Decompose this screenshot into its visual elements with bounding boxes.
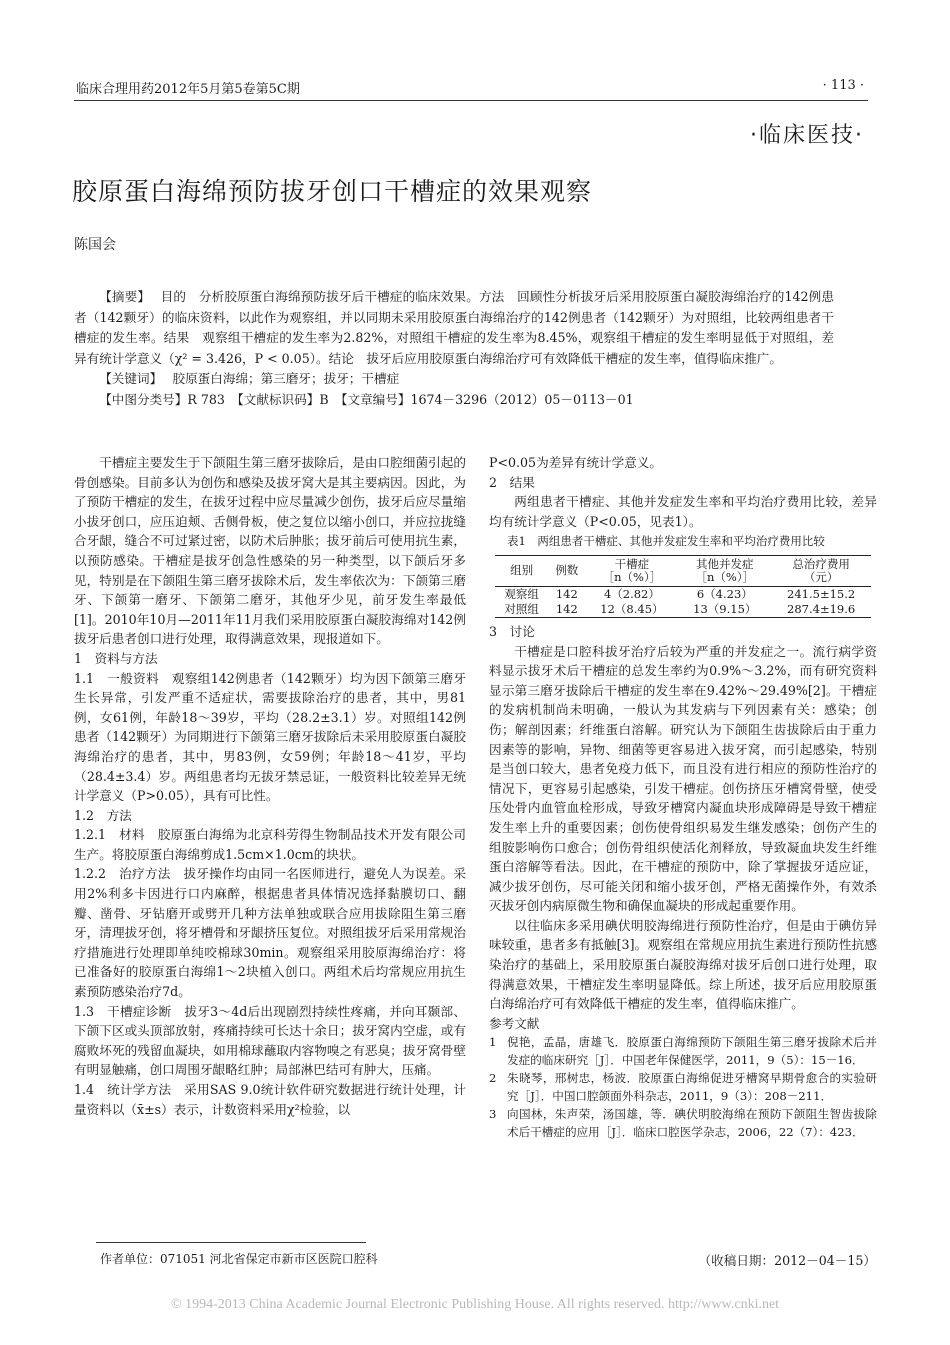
reference-item [489, 1069, 877, 1105]
table-cell: 4（2.82） [603, 586, 660, 601]
paragraph-1-3: 1.3 干槽症诊断 拔牙3～4d后出现剧烈持续性疼痛，并向耳颞部、下颌下区或头顶部放射，疼痛持续可长达十余日；拔牙窝内空虚，或有腐败坏死的残留血凝块，如用棉球蘸取内容物嗅之有恶臭；拔牙窝骨壁有明显触痛，创口周围牙龈略红肿；局部淋巴结可有肿大，压痛。 [74, 1003, 466, 1078]
reference-number: 3 [489, 1107, 497, 1122]
section-heading-2: 2 结果 [489, 474, 535, 490]
paragraph-1-1: 1.1 一般资料 观察组142例患者（142颗牙）均为因下颌第三磨牙生长异常，引发严重不适症状，需要拔除治疗的患者，其中，男81例，女61例，年龄18～39岁，平均（28.2±3.1）岁。对照组142例患者（142颗牙）为同期进行下颌第三磨牙拔除后未采用胶原蛋白凝胶海绵治疗的患者，其中，男83例，女59例；年龄18～41岁，平均（28.4±3.4）岁。两组患者均无拔牙禁忌证，一般资料比较差异无统计学意义（P>0.05），具有可比性。 [74, 670, 466, 804]
doc-label: 【文献标识码】 [237, 391, 320, 407]
table-header-cell: 总治疗费用 （元） [771, 555, 871, 586]
reference-text: 朱晓琴，邢树忠，杨波．胶原蛋白海绵促进牙槽窝早期骨愈合的实验研究［J］．中国口腔颌面外科杂志，2011，9（3）：208－211． [507, 1071, 877, 1104]
abstract [74, 287, 834, 410]
paragraph-1-4: 1.4 统计学方法 采用SAS 9.0统计软件研究数据进行统计处理，计量资料以（x̄±s）表示，计数资料采用χ²检验，以 [74, 1082, 466, 1117]
keywords-line [74, 369, 834, 390]
references-title: 参考文献 [489, 1015, 540, 1031]
paragraph-cont: P<0.05为差异有统计学意义。 [489, 455, 663, 470]
table-cell: 观察组 [504, 586, 539, 601]
received-date: （收稿日期：2012－04－15） [698, 1253, 876, 1268]
table-caption: 表1 两组患者干槽症、其他并发症发生率和平均治疗费用比较 [507, 534, 825, 549]
table-cell: 287.4±19.6 [771, 602, 871, 618]
classification-line [74, 390, 834, 411]
reference-item [489, 1105, 877, 1141]
table-row [495, 586, 871, 602]
table-cell: 6（4.23） [696, 586, 753, 601]
reference-item [489, 1033, 877, 1069]
body-right-column [489, 453, 877, 1141]
discussion-paragraph-2: 以往临床多采用碘伏明胶海绵进行预防性治疗，但是由于碘仿异味较重，患者多有抵触[3]。观察组在常规应用抗生素进行预防性抗感染治疗的基础上，采用胶原蛋白凝胶海绵对拔牙后创口进行处理，取得满意效果，干槽症发生率明显降低。综上所述，拔牙后应用胶原蛋白海绵治疗可有效降低干槽症的发生率，值得临床推广。 [489, 917, 877, 1012]
table-header-cell: 干槽症 ［n（%）］ [585, 555, 678, 586]
table-cell: 241.5±15.2 [787, 586, 856, 601]
table-cell: 13（9.15） [678, 602, 771, 618]
paragraph-1-2-2: 1.2.2 治疗方法 拔牙操作均由同一名医师进行，避免人为误差。采用2%利多卡因进行口内麻醉，根据患者具体情况选择黏膜切口、翻瓣、凿骨、牙钻磨开或劈开几种方法单独或联合应用拔除阻生第三磨牙，清理拔牙创，将牙槽骨和牙龈挤压复位。对照组拔牙后采用常规治疗措施进行处理即单纯咬棉球30min。观察组采用胶原海绵治疗：将已准备好的胶原蛋白海绵1～2块植入创口。两组术后均常规应用抗生素预防感染治疗7d。 [74, 866, 466, 1000]
reference-text: 倪艳，孟晶，唐雄飞．胶原蛋白海绵预防下颌阻生第三磨牙拔除术后并发症的临床研究［J］．中国老年保健医学，2011，9（5）：15－16． [507, 1035, 877, 1068]
author-affiliation: 作者单位：071051 河北省保定市新市区医院口腔科 [100, 1252, 378, 1266]
reference-number: 2 [489, 1071, 497, 1086]
header-rule [74, 100, 868, 101]
doc-value: B [319, 391, 329, 407]
section-heading-3: 3 讨论 [489, 623, 535, 639]
class-value: R 783 [187, 391, 225, 407]
table-row [495, 602, 871, 618]
reference-number: 1 [489, 1035, 497, 1050]
table-header-cell: 例数 [548, 555, 585, 586]
table-cell: 12（8.45） [585, 602, 678, 618]
table-header-cell: 组别 [495, 555, 548, 586]
intro-paragraph: 干槽症主要发生于下颌阻生第三磨牙拔除后，是由口腔细菌引起的骨创感染。目前多认为创伤和感染及拔牙窝大是其主要病因。因此，为了预防干槽症的发生，在拔牙过程中应尽量减少创伤，拔牙后应尽量缩小拔牙创口，应压迫颊、舌侧骨板，使之复位以缩小创口，并应拉拢缝合牙龈，缝合不可过紧过密，以防术后肿胀；拔牙前后可使用抗生素，以预防感染。干槽症是拔牙创急性感染的另一种类型，以下颌后牙多见，特别是在下颌阻生第三磨牙拔除术后，发生率依次为：下颌第三磨牙、下颌第一磨牙、下颌第二磨牙，其他牙少见，前牙发生率最低[1]。2010年10月—2011年11月我们采用胶原蛋白凝胶海绵对142例拔牙后患者创口进行处理，取得满意效果，现报道如下。 [74, 455, 466, 647]
results-paragraph: 两组患者干槽症、其他并发症发生率和平均治疗费用比较，差异均有统计学意义（P<0.05，见表1）。 [489, 494, 877, 529]
art-value: 1674－3296（2012）05－0113－01 [410, 391, 634, 407]
page-number: · 113 · [822, 78, 864, 93]
table-cell: 142 [548, 602, 585, 618]
keywords-label: 【关键词】 [99, 371, 156, 386]
journal-header: 临床合理用药2012年5月第5卷第5C期 [76, 82, 300, 97]
article-author: 陈国会 [74, 237, 116, 253]
table-header-cell: 其他并发症 ［n（%）］ [678, 555, 771, 586]
copyright-notice: © 1994-2013 China Academic Journal Electronic Publishing House. All rights reserved. http://www.cnki.net [170, 1297, 780, 1312]
article-title: 胶原蛋白海绵预防拔牙创口干槽症的效果观察 [72, 177, 593, 206]
section-heading-1-2: 1.2 方法 [74, 807, 132, 823]
results-table [495, 555, 871, 618]
discussion-paragraph-1: 干槽症是口腔科拔牙治疗后较为严重的并发症之一。流行病学资料显示拔牙术后干槽症的总发生率约为0.9%～3.2%，而有研究资料显示第三磨牙拔除后干槽症的发生率在9.42%～29.49%[2]。干槽症的发病机制尚未明确，一般认为其发病与下列因素有关：感染；创伤；解剖因素；纤维蛋白溶解。研究认为下颌阻生齿拔除后由于重力因素等的影响，异物、细菌等更容易进入拔牙窝，而引起感染，特别是当创口较大，患者免疫力低下，而且没有进行相应的预防性治疗的情况下，更容易引起感染，引发干槽症。创伤挤压牙槽窝骨壁，使受压处骨内血管血栓形成，导致牙槽窝内凝血块形成障碍是导致干槽症发生率上升的重要因素；创伤使骨组织易发生继发感染；创伤产生的组胺影响伤口愈合；创伤骨组织使活化剂释放，导致凝血块发生纤维蛋白溶解等看法。因此，在干槽症的预防中，除了掌握拔牙适应证，减少拔牙创伤，尽可能关闭和缩小拔牙创，严格无菌操作外，有效杀灭拔牙创内病原微生物和确保血凝块的形成起重要作用。 [489, 643, 877, 914]
table-cell: 142 [555, 586, 578, 601]
keywords: 胶原蛋白海绵；第三磨牙；拔牙；干槽症 [172, 371, 400, 386]
reference-text: 向国林，朱声荣，汤国雄，等．碘伏明胶海绵在预防下颌阻生智齿拔除术后干槽症的应用［J］．临床口腔医学杂志，2006，22（7）：423． [507, 1107, 877, 1140]
table-header-row [495, 555, 871, 586]
abstract-text: 目的 分析胶原蛋白海绵预防拔牙后干槽症的临床效果。方法 回顾性分析拔牙后采用胶原蛋白凝胶海绵治疗的142例患者（142颗牙）的临床资料，以此作为观察组，并以同期未采用胶原蛋白海绵治疗的142例患者（142颗牙）为对照组，比较两组患者干槽症的发生率。结果 观察组干槽症的发生率为2.82%，对照组干槽症的发生率为8.45%，观察组干槽症的发生率明显低于对照组，差异有统计学意义（χ² = 3.426，P < 0.05）。结论 拔牙后应用胶原蛋白海绵治疗可有效降低干槽症的发生率，值得临床推广。 [74, 289, 834, 366]
abstract-label: 【摘要】 [99, 289, 144, 304]
table-body [495, 586, 871, 617]
body-left-column [74, 453, 466, 1119]
references-list [489, 1033, 877, 1141]
table-cell: 对照组 [495, 602, 548, 618]
footnote-rule [96, 1242, 366, 1243]
paragraph-1-2-1: 1.2.1 材料 胶原蛋白海绵为北京科劳得生物制品技术开发有限公司生产。将胶原蛋白海绵剪成1.5cm×1.0cm的块状。 [74, 827, 466, 862]
art-label: 【文章编号】 [341, 391, 411, 407]
section-tag: ·临床医技· [750, 123, 864, 148]
class-label: 【中图分类号】 [99, 391, 188, 407]
section-heading: 1 资料与方法 [74, 650, 158, 666]
